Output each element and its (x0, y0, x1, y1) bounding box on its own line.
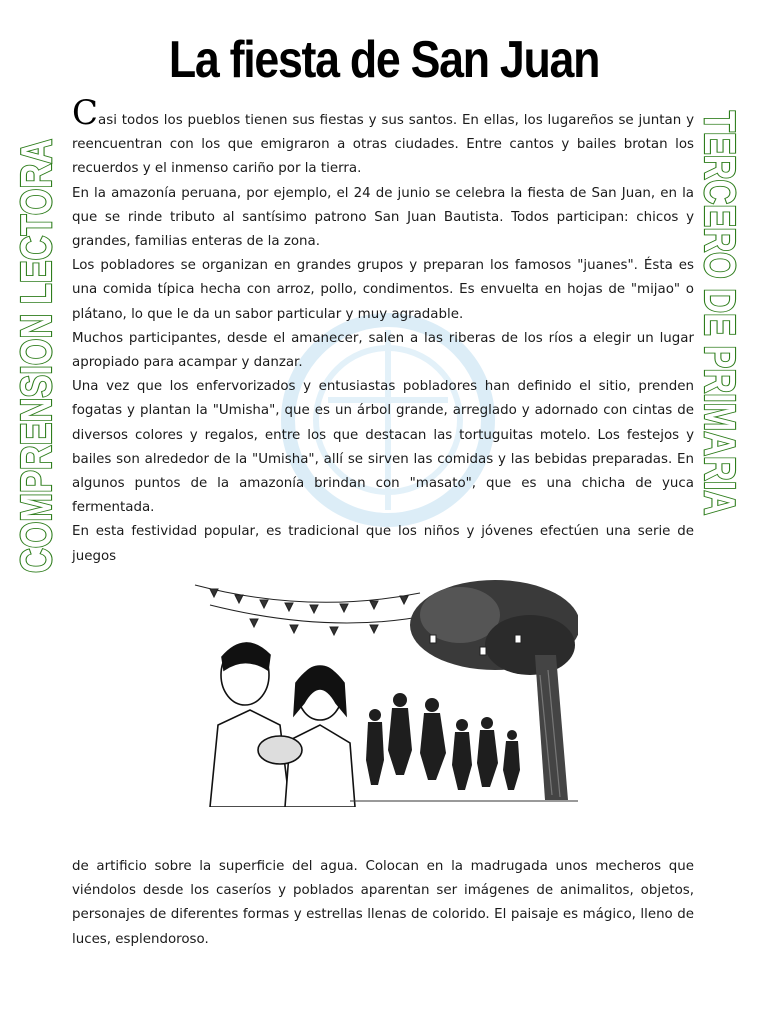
paragraph-continuation: de artificio sobre la superficie del agua. Colocan en la madrugada unos mecheros que viéndolos desde los caseríos y poblados aparentan ser imágenes de animalitos, objetos, personajes de diferentes formas y estrellas llenas de colorido. El paisaje es mágico, lleno de luces, esplendoroso. (72, 859, 694, 947)
drop-cap: C (72, 93, 99, 133)
side-label-comprension: COMPRENSION LECTORA (12, 138, 61, 574)
paragraph-2: En la amazonía peruana, por ejemplo, el 24 de junio se celebra la fiesta de San Juan, en la que se rinde tributo al santísimo patrono San Juan Bautista. Todos participan: chicos y grandes, familias enteras de la zona. (72, 185, 694, 250)
festival-illustration (190, 575, 578, 807)
paragraph-1: Casi todos los pueblos tienen sus fiestas y sus santos. En ellas, los lugareños se juntan y reencuentran con los que emigraron a otras ciudades. Entre cantos y bailes brotan los recuerdos y el inmenso cariño por la tierra. (72, 93, 694, 177)
reading-text (72, 93, 694, 569)
paragraph-3: Los pobladores se organizan en grandes grupos y preparan los famosos "juanes". Ésta es una comida típica hecha con arroz, pollo, condimentos. Es envuelta en hojas de "mijao" o plátano, lo que le da un sabor particular y muy agradable. (72, 258, 694, 322)
paragraph-4: Muchos participantes, desde el amanecer, salen a las riberas de los ríos a elegir un lugar apropiado para acampar y danzar. (72, 330, 694, 371)
side-label-grado: TERCERO DE PRIMARIA (695, 110, 744, 516)
paragraph-6: En esta festividad popular, es tradicional que los niños y jóvenes efectúen una serie de juegos (72, 524, 694, 564)
page-title: La fiesta de San Juan (168, 31, 600, 89)
paragraph-5: Una vez que los enfervorizados y entusiastas pobladores han definido el sitio, prenden fogatas y plantan la "Umisha", que es un árbol grande, arreglado y adornado con cintas de diversos colores y regalos, entre los que destacan las tortuguitas motelo. Los festejos y bailes son alrededor de la "Umisha", allí se sirven las comidas y las bebidas preparadas. En algunos puntos de la amazonía brindan con "masato", que es una chicha de yuca fermentada. (72, 379, 694, 516)
